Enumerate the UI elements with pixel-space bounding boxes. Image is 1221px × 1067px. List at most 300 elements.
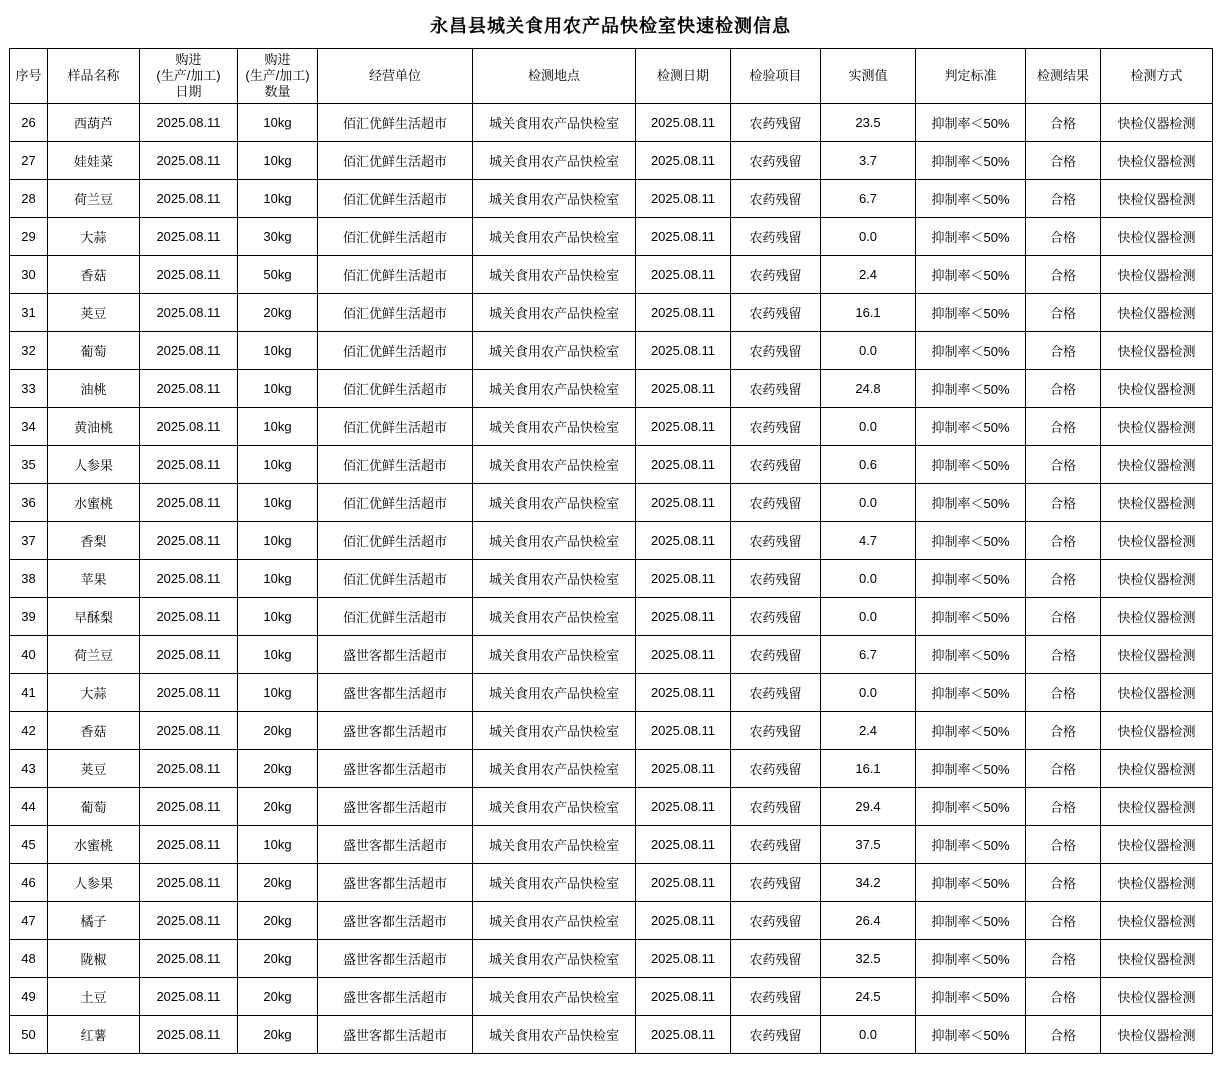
table-cell: 快检仪器检测	[1101, 180, 1213, 218]
table-cell: 0.0	[821, 674, 916, 712]
table-cell: 抑制率＜50%	[916, 332, 1026, 370]
table-row	[10, 104, 1213, 142]
table-cell: 合格	[1026, 522, 1101, 560]
table-cell: 2025.08.11	[636, 256, 731, 294]
table-cell: 24.8	[821, 370, 916, 408]
table-cell: 大蒜	[48, 218, 140, 256]
table-cell: 抑制率＜50%	[916, 674, 1026, 712]
table-cell: 香梨	[48, 522, 140, 560]
table-cell: 快检仪器检测	[1101, 636, 1213, 674]
table-cell: 合格	[1026, 1016, 1101, 1054]
table-cell: 农药残留	[731, 902, 821, 940]
table-cell: 佰汇优鲜生活超市	[318, 180, 473, 218]
table-cell: 35	[10, 446, 48, 484]
table-cell: 农药残留	[731, 484, 821, 522]
table-cell: 10kg	[238, 142, 318, 180]
table-cell: 抑制率＜50%	[916, 370, 1026, 408]
table-row	[10, 674, 1213, 712]
table-cell: 合格	[1026, 408, 1101, 446]
table-cell: 20kg	[238, 978, 318, 1016]
table-row	[10, 560, 1213, 598]
table-cell: 农药残留	[731, 940, 821, 978]
table-cell: 佰汇优鲜生活超市	[318, 370, 473, 408]
table-cell: 抑制率＜50%	[916, 294, 1026, 332]
table-cell: 6.7	[821, 180, 916, 218]
column-header-line: 样品名称	[67, 68, 120, 84]
table-cell: 抑制率＜50%	[916, 636, 1026, 674]
column-header	[1026, 49, 1101, 104]
table-row	[10, 142, 1213, 180]
table-cell: 城关食用农产品快检室	[473, 674, 636, 712]
table-row	[10, 598, 1213, 636]
table-cell: 城关食用农产品快检室	[473, 750, 636, 788]
table-cell: 佰汇优鲜生活超市	[318, 408, 473, 446]
table-cell: 合格	[1026, 902, 1101, 940]
table-cell: 合格	[1026, 560, 1101, 598]
table-cell: 快检仪器检测	[1101, 142, 1213, 180]
table-cell: 2025.08.11	[140, 940, 238, 978]
table-cell: 黄油桃	[48, 408, 140, 446]
table-cell: 48	[10, 940, 48, 978]
table-cell: 2025.08.11	[140, 370, 238, 408]
table-cell: 抑制率＜50%	[916, 560, 1026, 598]
table-cell: 城关食用农产品快检室	[473, 522, 636, 560]
table-cell: 快检仪器检测	[1101, 560, 1213, 598]
table-cell: 农药残留	[731, 750, 821, 788]
table-cell: 抑制率＜50%	[916, 218, 1026, 256]
column-header-line: 实测值	[848, 68, 888, 84]
table-cell: 荷兰豆	[48, 180, 140, 218]
table-cell: 佰汇优鲜生活超市	[318, 332, 473, 370]
table-cell: 佰汇优鲜生活超市	[318, 484, 473, 522]
table-cell: 城关食用农产品快检室	[473, 408, 636, 446]
table-cell: 农药残留	[731, 636, 821, 674]
column-header-line: 检测方式	[1130, 68, 1183, 84]
table-cell: 农药残留	[731, 256, 821, 294]
table-cell: 合格	[1026, 674, 1101, 712]
table-cell: 合格	[1026, 370, 1101, 408]
table-cell: 0.0	[821, 218, 916, 256]
table-cell: 城关食用农产品快检室	[473, 826, 636, 864]
table-cell: 2025.08.11	[636, 864, 731, 902]
table-cell: 34	[10, 408, 48, 446]
table-cell: 快检仪器检测	[1101, 902, 1213, 940]
table-cell: 城关食用农产品快检室	[473, 446, 636, 484]
table-cell: 10kg	[238, 826, 318, 864]
table-cell: 合格	[1026, 864, 1101, 902]
table-cell: 快检仪器检测	[1101, 256, 1213, 294]
table-cell: 快检仪器检测	[1101, 370, 1213, 408]
table-cell: 2025.08.11	[140, 218, 238, 256]
table-cell: 16.1	[821, 750, 916, 788]
table-cell: 佰汇优鲜生活超市	[318, 522, 473, 560]
table-cell: 盛世客都生活超市	[318, 788, 473, 826]
table-cell: 20kg	[238, 902, 318, 940]
table-cell: 快检仪器检测	[1101, 712, 1213, 750]
table-cell: 红薯	[48, 1016, 140, 1054]
table-cell: 快检仪器检测	[1101, 788, 1213, 826]
table-cell: 10kg	[238, 598, 318, 636]
table-cell: 农药残留	[731, 180, 821, 218]
table-cell: 佰汇优鲜生活超市	[318, 560, 473, 598]
table-cell: 2025.08.11	[140, 712, 238, 750]
table-cell: 10kg	[238, 408, 318, 446]
table-cell: 合格	[1026, 332, 1101, 370]
table-cell: 合格	[1026, 104, 1101, 142]
table-cell: 28	[10, 180, 48, 218]
table-row	[10, 978, 1213, 1016]
column-header-line: 购进	[264, 52, 291, 68]
table-cell: 抑制率＜50%	[916, 142, 1026, 180]
table-cell: 2025.08.11	[140, 294, 238, 332]
table-cell: 合格	[1026, 788, 1101, 826]
page-title: 永昌县城关食用农产品快检室快速检测信息	[430, 16, 791, 36]
table-cell: 50	[10, 1016, 48, 1054]
table-cell: 大蒜	[48, 674, 140, 712]
table-cell: 城关食用农产品快检室	[473, 902, 636, 940]
table-cell: 2025.08.11	[636, 788, 731, 826]
column-header	[48, 49, 140, 104]
table-cell: 农药残留	[731, 978, 821, 1016]
table-cell: 2025.08.11	[636, 522, 731, 560]
table-cell: 快检仪器检测	[1101, 826, 1213, 864]
table-cell: 30kg	[238, 218, 318, 256]
table-cell: 佰汇优鲜生活超市	[318, 142, 473, 180]
table-cell: 葡萄	[48, 332, 140, 370]
table-cell: 盛世客都生活超市	[318, 826, 473, 864]
table-cell: 32.5	[821, 940, 916, 978]
table-cell: 香菇	[48, 256, 140, 294]
table-cell: 抑制率＜50%	[916, 256, 1026, 294]
table-cell: 佰汇优鲜生活超市	[318, 256, 473, 294]
table-cell: 抑制率＜50%	[916, 484, 1026, 522]
table-cell: 佰汇优鲜生活超市	[318, 294, 473, 332]
column-header	[238, 49, 318, 104]
table-cell: 20kg	[238, 864, 318, 902]
table-cell: 2025.08.11	[140, 978, 238, 1016]
table-cell: 抑制率＜50%	[916, 1016, 1026, 1054]
table-cell: 农药残留	[731, 522, 821, 560]
table-cell: 农药残留	[731, 446, 821, 484]
table-cell: 合格	[1026, 978, 1101, 1016]
table-cell: 10kg	[238, 180, 318, 218]
table-cell: 2025.08.11	[636, 674, 731, 712]
table-cell: 2025.08.11	[636, 294, 731, 332]
table-cell: 46	[10, 864, 48, 902]
table-cell: 23.5	[821, 104, 916, 142]
table-cell: 抑制率＜50%	[916, 788, 1026, 826]
table-cell: 2025.08.11	[636, 484, 731, 522]
table-cell: 农药残留	[731, 598, 821, 636]
table-cell: 20kg	[238, 750, 318, 788]
table-cell: 31	[10, 294, 48, 332]
table-cell: 城关食用农产品快检室	[473, 864, 636, 902]
table-cell: 2025.08.11	[636, 902, 731, 940]
table-cell: 2025.08.11	[140, 636, 238, 674]
table-cell: 合格	[1026, 940, 1101, 978]
table-cell: 橘子	[48, 902, 140, 940]
table-cell: 50kg	[238, 256, 318, 294]
table-cell: 农药残留	[731, 1016, 821, 1054]
detection-info-table	[9, 48, 1213, 1054]
table-cell: 快检仪器检测	[1101, 104, 1213, 142]
table-cell: 抑制率＜50%	[916, 408, 1026, 446]
column-header	[916, 49, 1026, 104]
table-cell: 29	[10, 218, 48, 256]
table-cell: 抑制率＜50%	[916, 522, 1026, 560]
table-cell: 合格	[1026, 218, 1101, 256]
table-cell: 城关食用农产品快检室	[473, 332, 636, 370]
table-cell: 20kg	[238, 294, 318, 332]
table-cell: 快检仪器检测	[1101, 218, 1213, 256]
table-cell: 抑制率＜50%	[916, 978, 1026, 1016]
table-cell: 早酥梨	[48, 598, 140, 636]
column-header-line: (生产/加工)	[156, 68, 221, 84]
table-cell: 33	[10, 370, 48, 408]
table-body	[10, 104, 1213, 1054]
table-cell: 20kg	[238, 712, 318, 750]
table-cell: 快检仪器检测	[1101, 446, 1213, 484]
table-cell: 农药残留	[731, 674, 821, 712]
table-cell: 油桃	[48, 370, 140, 408]
table-cell: 快检仪器检测	[1101, 864, 1213, 902]
table-cell: 40	[10, 636, 48, 674]
table-cell: 快检仪器检测	[1101, 1016, 1213, 1054]
table-cell: 2025.08.11	[140, 864, 238, 902]
table-cell: 香菇	[48, 712, 140, 750]
table-cell: 抑制率＜50%	[916, 750, 1026, 788]
table-cell: 2025.08.11	[140, 256, 238, 294]
table-cell: 2025.08.11	[636, 104, 731, 142]
table-cell: 盛世客都生活超市	[318, 940, 473, 978]
table-cell: 人参果	[48, 864, 140, 902]
table-cell: 合格	[1026, 142, 1101, 180]
table-cell: 2025.08.11	[140, 180, 238, 218]
table-cell: 快检仪器检测	[1101, 940, 1213, 978]
table-cell: 2025.08.11	[140, 598, 238, 636]
table-cell: 2025.08.11	[636, 446, 731, 484]
table-cell: 10kg	[238, 332, 318, 370]
table-cell: 2025.08.11	[636, 560, 731, 598]
table-cell: 土豆	[48, 978, 140, 1016]
table-cell: 2025.08.11	[140, 1016, 238, 1054]
table-row	[10, 446, 1213, 484]
table-row	[10, 370, 1213, 408]
table-cell: 抑制率＜50%	[916, 598, 1026, 636]
table-cell: 农药残留	[731, 104, 821, 142]
table-cell: 娃娃菜	[48, 142, 140, 180]
table-cell: 农药残留	[731, 560, 821, 598]
table-cell: 47	[10, 902, 48, 940]
table-cell: 27	[10, 142, 48, 180]
table-cell: 城关食用农产品快检室	[473, 712, 636, 750]
table-cell: 盛世客都生活超市	[318, 1016, 473, 1054]
table-cell: 2025.08.11	[140, 332, 238, 370]
table-cell: 农药残留	[731, 218, 821, 256]
column-header	[636, 49, 731, 104]
table-cell: 盛世客都生活超市	[318, 674, 473, 712]
table-cell: 合格	[1026, 256, 1101, 294]
table-cell: 荚豆	[48, 750, 140, 788]
table-cell: 2025.08.11	[140, 522, 238, 560]
table-row	[10, 864, 1213, 902]
table-cell: 快检仪器检测	[1101, 598, 1213, 636]
table-row	[10, 522, 1213, 560]
table-cell: 20kg	[238, 940, 318, 978]
table-cell: 36	[10, 484, 48, 522]
table-cell: 合格	[1026, 180, 1101, 218]
table-cell: 2025.08.11	[140, 788, 238, 826]
table-cell: 合格	[1026, 446, 1101, 484]
table-header-row	[10, 49, 1213, 104]
table-cell: 快检仪器检测	[1101, 522, 1213, 560]
table-cell: 2025.08.11	[140, 560, 238, 598]
table-cell: 农药残留	[731, 712, 821, 750]
table-row	[10, 940, 1213, 978]
table-cell: 0.0	[821, 484, 916, 522]
table-cell: 2025.08.11	[636, 826, 731, 864]
table-cell: 20kg	[238, 1016, 318, 1054]
table-cell: 快检仪器检测	[1101, 484, 1213, 522]
table-row	[10, 408, 1213, 446]
table-cell: 合格	[1026, 636, 1101, 674]
table-cell: 2025.08.11	[140, 750, 238, 788]
column-header-line: 序号	[15, 68, 42, 84]
table-cell: 城关食用农产品快检室	[473, 218, 636, 256]
table-cell: 16.1	[821, 294, 916, 332]
table-cell: 水蜜桃	[48, 484, 140, 522]
column-header-line: 经营单位	[368, 68, 421, 84]
table-cell: 抑制率＜50%	[916, 940, 1026, 978]
table-cell: 农药残留	[731, 142, 821, 180]
table-cell: 抑制率＜50%	[916, 864, 1026, 902]
table-cell: 合格	[1026, 712, 1101, 750]
table-row	[10, 636, 1213, 674]
table-cell: 20kg	[238, 788, 318, 826]
column-header	[318, 49, 473, 104]
table-cell: 2025.08.11	[140, 104, 238, 142]
table-cell: 陇椒	[48, 940, 140, 978]
table-cell: 0.6	[821, 446, 916, 484]
table-cell: 2025.08.11	[140, 902, 238, 940]
table-cell: 2025.08.11	[140, 674, 238, 712]
table-cell: 快检仪器检测	[1101, 294, 1213, 332]
table-cell: 26	[10, 104, 48, 142]
table-cell: 43	[10, 750, 48, 788]
table-cell: 37	[10, 522, 48, 560]
table-cell: 2025.08.11	[636, 712, 731, 750]
table-cell: 2025.08.11	[636, 408, 731, 446]
table-cell: 2025.08.11	[636, 218, 731, 256]
table-cell: 4.7	[821, 522, 916, 560]
table-cell: 合格	[1026, 598, 1101, 636]
table-cell: 城关食用农产品快检室	[473, 636, 636, 674]
column-header-line: 判定标准	[944, 68, 997, 84]
table-cell: 2025.08.11	[636, 180, 731, 218]
column-header	[821, 49, 916, 104]
column-header-line: 检验项目	[749, 68, 802, 84]
table-cell: 10kg	[238, 522, 318, 560]
table-cell: 2025.08.11	[636, 750, 731, 788]
table-cell: 38	[10, 560, 48, 598]
table-cell: 抑制率＜50%	[916, 826, 1026, 864]
table-cell: 10kg	[238, 446, 318, 484]
column-header-line: (生产/加工)	[245, 68, 310, 84]
table-cell: 2025.08.11	[140, 408, 238, 446]
table-cell: 3.7	[821, 142, 916, 180]
table-cell: 42	[10, 712, 48, 750]
table-cell: 抑制率＜50%	[916, 712, 1026, 750]
table-cell: 10kg	[238, 560, 318, 598]
table-cell: 0.0	[821, 598, 916, 636]
column-header-line: 检测地点	[527, 68, 580, 84]
table-cell: 45	[10, 826, 48, 864]
table-cell: 2025.08.11	[636, 332, 731, 370]
table-cell: 城关食用农产品快检室	[473, 294, 636, 332]
table-cell: 2025.08.11	[636, 1016, 731, 1054]
table-cell: 荷兰豆	[48, 636, 140, 674]
table-cell: 10kg	[238, 104, 318, 142]
table-cell: 快检仪器检测	[1101, 332, 1213, 370]
table-row	[10, 484, 1213, 522]
table-cell: 0.0	[821, 332, 916, 370]
table-cell: 抑制率＜50%	[916, 902, 1026, 940]
table-row	[10, 180, 1213, 218]
table-cell: 城关食用农产品快检室	[473, 256, 636, 294]
table-cell: 佰汇优鲜生活超市	[318, 598, 473, 636]
table-cell: 城关食用农产品快检室	[473, 104, 636, 142]
table-cell: 0.0	[821, 1016, 916, 1054]
table-cell: 人参果	[48, 446, 140, 484]
table-cell: 盛世客都生活超市	[318, 864, 473, 902]
table-cell: 抑制率＜50%	[916, 104, 1026, 142]
table-cell: 佰汇优鲜生活超市	[318, 446, 473, 484]
table-cell: 2025.08.11	[140, 826, 238, 864]
column-header	[1101, 49, 1213, 104]
table-cell: 6.7	[821, 636, 916, 674]
table-cell: 城关食用农产品快检室	[473, 788, 636, 826]
table-row	[10, 294, 1213, 332]
table-cell: 2.4	[821, 712, 916, 750]
table-cell: 农药残留	[731, 788, 821, 826]
table-cell: 0.0	[821, 408, 916, 446]
table-cell: 10kg	[238, 370, 318, 408]
table-cell: 30	[10, 256, 48, 294]
table-cell: 10kg	[238, 636, 318, 674]
table-cell: 32	[10, 332, 48, 370]
table-cell: 2025.08.11	[140, 446, 238, 484]
table-cell: 快检仪器检测	[1101, 408, 1213, 446]
table-row	[10, 902, 1213, 940]
table-row	[10, 332, 1213, 370]
table-cell: 快检仪器检测	[1101, 750, 1213, 788]
table-cell: 城关食用农产品快检室	[473, 560, 636, 598]
table-cell: 2025.08.11	[140, 142, 238, 180]
table-cell: 10kg	[238, 484, 318, 522]
table-cell: 抑制率＜50%	[916, 180, 1026, 218]
table-cell: 24.5	[821, 978, 916, 1016]
table-cell: 盛世客都生活超市	[318, 712, 473, 750]
table-cell: 荚豆	[48, 294, 140, 332]
column-header-line: 数量	[264, 83, 291, 99]
table-cell: 10kg	[238, 674, 318, 712]
table-cell: 盛世客都生活超市	[318, 750, 473, 788]
table-cell: 合格	[1026, 826, 1101, 864]
table-row	[10, 750, 1213, 788]
table-cell: 盛世客都生活超市	[318, 978, 473, 1016]
table-cell: 41	[10, 674, 48, 712]
table-cell: 佰汇优鲜生活超市	[318, 218, 473, 256]
